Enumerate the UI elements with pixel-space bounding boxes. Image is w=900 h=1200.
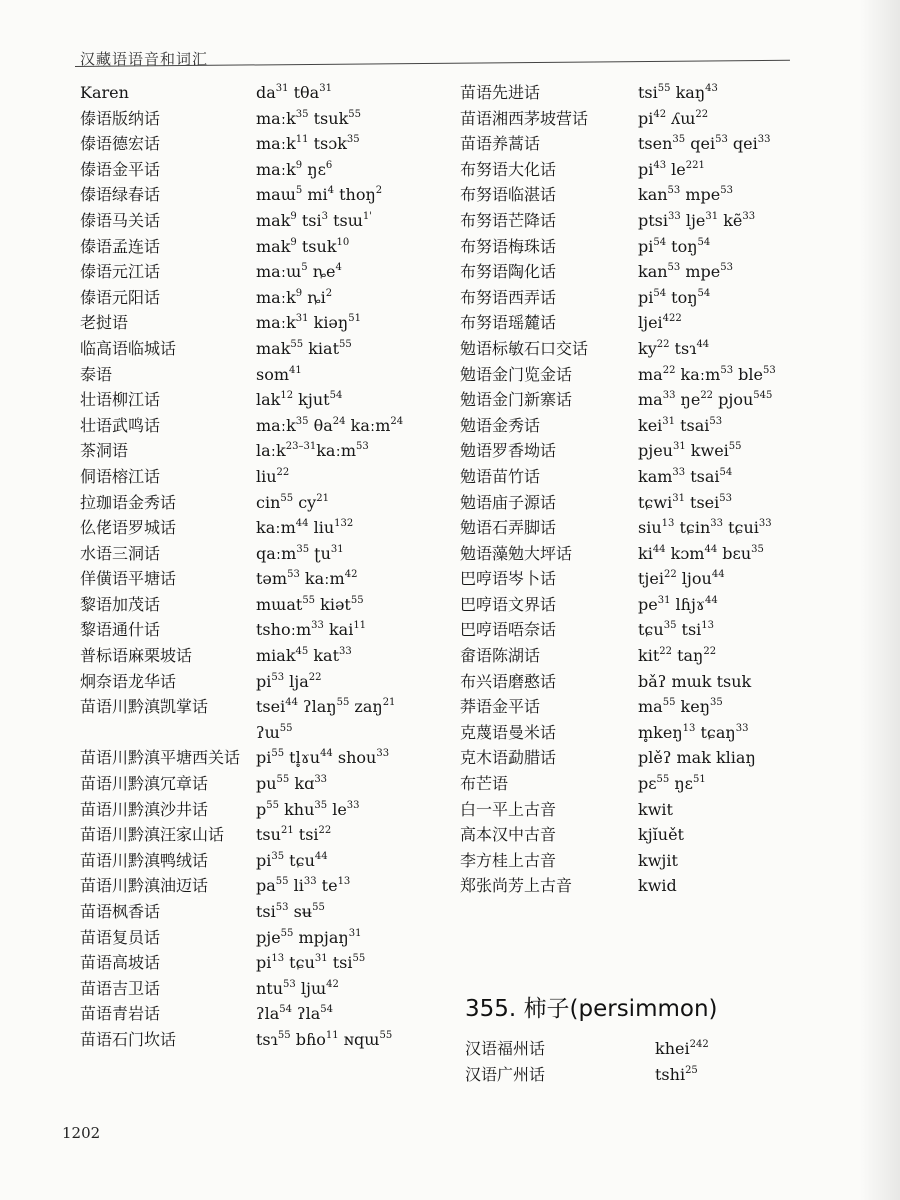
language-name: 勉语金门览金话 <box>460 364 573 384</box>
language-name: 黎语通什话 <box>80 620 161 640</box>
word-form: mak$^9$ tsuk$^{10}$ <box>256 236 350 256</box>
entry-row <box>460 438 840 464</box>
entry-row <box>80 771 450 797</box>
word-form: liu$^{22}$ <box>256 466 290 486</box>
entry-row <box>460 541 840 567</box>
language-name: 巴哼语文界话 <box>460 594 557 614</box>
entry-row <box>80 566 450 592</box>
word-form: maɯ$^5$ $mi^4$ thoŋ$^2$ <box>256 185 383 205</box>
word-form: $pi^{35}$ tɕu$^{44}$ <box>256 850 328 870</box>
language-name: 仫佬语罗城话 <box>80 518 177 538</box>
page-gutter-shadow <box>860 0 900 1200</box>
entry-row <box>80 515 450 541</box>
entry-row <box>80 617 450 643</box>
entry-row <box>465 1062 845 1088</box>
word-form: $pi^{13}$ tɕu$^{31}$ tsi$^{55}$ <box>256 953 366 973</box>
word-form: mɯat$^{55}$ kiət$^{55}$ <box>256 594 364 614</box>
language-name: 勉语苗竹话 <box>460 466 541 486</box>
language-name: 勉语庙子源话 <box>460 492 557 512</box>
entry-row <box>80 182 450 208</box>
word-form: maːɯ$^5$ $ȵe^4$ <box>256 262 342 282</box>
section-title: 355. 柿子(persimmon) <box>465 996 718 1022</box>
entry-row <box>80 950 450 976</box>
language-name: 傣语绿春话 <box>80 185 161 205</box>
word-form: tsɿ$^{55}$ bɦo$^{11}$ ɴqɯ$^{55}$ <box>256 1029 393 1049</box>
entry-row <box>460 745 840 771</box>
language-name: 傣语德宏话 <box>80 134 161 154</box>
entry-row <box>460 566 840 592</box>
language-name: 侗语榕江话 <box>80 466 161 486</box>
entry-row <box>80 592 450 618</box>
language-name: 克蔑语曼米话 <box>460 722 557 742</box>
word-form: $pe^{31}$ lɦjɤ$^{44}$ <box>638 594 718 614</box>
language-name: 苗语枫香话 <box>80 902 161 921</box>
entry-row <box>80 438 450 464</box>
language-name: 苗语川黔滇平塘西关话 <box>80 748 241 768</box>
language-name: 傣语元江话 <box>80 262 161 282</box>
language-name: 老挝语 <box>80 313 129 333</box>
entry-row <box>80 669 450 695</box>
language-name: 壮语柳江话 <box>80 390 161 410</box>
entry-row <box>460 694 840 720</box>
language-name: 炯奈语龙华话 <box>80 671 177 691</box>
language-name: 苗语养蒿话 <box>460 134 541 154</box>
language-name: 勉语金门新寨话 <box>460 390 573 410</box>
word-form: maːk$^{35}$ tsuk$^{55}$ <box>256 108 361 128</box>
entry-row <box>80 387 450 413</box>
word-form: maːk$^{35}$ $\theta a^{24}$ kaːm$^{24}$ <box>256 415 404 435</box>
entry-row <box>80 848 450 874</box>
word-form: miak$^{45}$ kat$^{33}$ <box>256 646 352 666</box>
word-form: mak$^{55}$ kiat$^{55}$ <box>256 338 352 358</box>
word-form: $ma^{55}$ keŋ$^{35}$ <box>638 697 723 717</box>
language-name: 汉语福州话 <box>465 1039 546 1058</box>
entry-row <box>460 362 840 388</box>
word-form: maːk$^9$ $ȵi^2$ <box>256 287 333 307</box>
word-form: kaːm$^{44}$ liu$^{132}$ <box>256 518 354 538</box>
language-name: 勉语石弄脚话 <box>460 518 557 538</box>
entry-row <box>80 745 450 771</box>
language-name: 拉珈语金秀话 <box>80 492 177 512</box>
entry-row <box>460 157 840 183</box>
word-form: ntu$^{53}$ ljɯ$^{42}$ <box>256 978 339 998</box>
word-form: kwjit <box>638 850 678 870</box>
word-form: tsi$^{53}$ sʉ$^{55}$ <box>256 902 325 921</box>
word-form: kwid <box>638 876 677 896</box>
language-name: 高本汉中古音 <box>460 825 557 845</box>
word-form: maːk$^9$ ŋɛ$^6$ <box>256 159 333 179</box>
word-form: lak$^{12}$ kjut$^{54}$ <box>256 390 343 410</box>
language-name: 畲语陈湖话 <box>460 646 541 666</box>
section-entries <box>465 1036 845 1087</box>
entry-row <box>460 771 840 797</box>
entry-row <box>80 285 450 311</box>
entry-row <box>80 490 450 516</box>
entry-row <box>80 259 450 285</box>
entry-row <box>460 106 840 132</box>
entry-row <box>80 310 450 336</box>
language-name: 苗语川黔滇沙井话 <box>80 799 209 819</box>
language-name: 苗语石门坎话 <box>80 1029 177 1049</box>
language-name: 布努语陶化话 <box>460 262 557 282</box>
language-name: 壮语武鸣话 <box>80 415 161 435</box>
word-form: cin$^{55}$ $cy^{21}$ <box>256 492 329 512</box>
word-form: ptsi$^{33}$ lje$^{31}$ kẽ$^{33}$ <box>638 210 756 230</box>
word-form: pjeu$^{31}$ kwei$^{55}$ <box>638 441 742 461</box>
language-name: 傣语孟连话 <box>80 236 161 256</box>
entry-row <box>80 925 450 951</box>
language-name: 勉语罗香坳话 <box>460 441 557 461</box>
word-form: kwit <box>638 799 673 819</box>
entry-row <box>80 1027 450 1053</box>
word-form: tshoːm$^{33}$ kai$^{11}$ <box>256 620 367 640</box>
entry-row <box>80 822 450 848</box>
entry-row <box>460 80 840 106</box>
language-name: 布努语芒降话 <box>460 210 557 230</box>
language-name: 巴哼语岑卜话 <box>460 569 557 589</box>
entry-row <box>80 234 450 260</box>
word-form: $pi^{42}$ ʎɯ$^{22}$ <box>638 108 709 128</box>
entry-row <box>460 669 840 695</box>
entry-row <box>80 797 450 823</box>
entry-row <box>460 387 840 413</box>
word-form: $p^{55}$ khu$^{35}$ $le^{33}$ <box>256 799 360 819</box>
entry-row <box>80 362 450 388</box>
word-form: $pu^{55}$ kɑ$^{33}$ <box>256 774 328 794</box>
word-form: $ky^{22}$ tsɿ$^{44}$ <box>638 338 710 358</box>
left-column <box>80 80 450 1053</box>
word-form: $ki^{44}$ kɔm$^{44}$ bɛu$^{35}$ <box>638 543 764 563</box>
language-name: 莽语金平话 <box>460 697 541 717</box>
entry-row <box>460 464 840 490</box>
language-name: 布努语梅珠话 <box>460 236 557 256</box>
word-form: pje$^{55}$ mpjaŋ$^{31}$ <box>256 927 362 947</box>
language-name: 布芒语 <box>460 774 509 794</box>
word-form: tsu$^{21}$ tsi$^{22}$ <box>256 825 332 845</box>
entry-row <box>460 234 840 260</box>
language-name: 泰语 <box>80 364 113 384</box>
language-name: 黎语加茂话 <box>80 594 161 614</box>
entry-row <box>460 490 840 516</box>
language-name: 苗语复员话 <box>80 927 161 947</box>
language-name: 克木语勐腊话 <box>460 748 557 768</box>
word-form: tsei$^{44}$ ʔlaŋ$^{55}$ zaŋ$^{21}$ <box>256 697 396 717</box>
page-number: 1202 <box>62 1124 101 1142</box>
word-form: $pi^{53}$ lja$^{22}$ <box>256 671 322 691</box>
language-name: 傣语金平话 <box>80 159 161 179</box>
entry-row <box>460 720 840 746</box>
language-name: 临高语临城话 <box>80 338 177 358</box>
language-name: 苗语川黔滇汪家山话 <box>80 825 225 845</box>
entry-row <box>80 336 450 362</box>
entry-row <box>460 208 840 234</box>
word-form: $pi^{43}$ $le^{221}$ <box>638 159 705 179</box>
word-form: təm$^{53}$ kaːm$^{42}$ <box>256 569 358 589</box>
entry-row <box>80 643 450 669</box>
language-name: 布兴语磨憨话 <box>460 671 557 691</box>
word-form: $pi^{55}$ tl̥ɤu$^{44}$ shou$^{33}$ <box>256 748 390 768</box>
entry-row <box>460 848 840 874</box>
entry-row <box>80 976 450 1002</box>
entry-row <box>460 285 840 311</box>
language-name: 布努语大化话 <box>460 159 557 179</box>
language-name: 苗语青岩话 <box>80 1004 161 1024</box>
language-name: 苗语湘西茅坡营话 <box>460 108 589 128</box>
language-name: 佯僙语平塘话 <box>80 569 177 589</box>
word-form: tɕu$^{35}$ tsi$^{13}$ <box>638 620 715 640</box>
word-form: m̥keŋ$^{13}$ tɕaŋ$^{33}$ <box>638 722 749 742</box>
word-form: pɛ$^{55}$ ŋɛ$^{51}$ <box>638 774 706 794</box>
word-form: $pa^{55}$ $li^{33}$ $te^{13}$ <box>256 876 351 896</box>
language-name: Karen <box>80 83 129 102</box>
entry-row <box>80 106 450 132</box>
word-form: ʔɯ$^{55}$ <box>256 722 293 742</box>
language-name: 郑张尚芳上古音 <box>460 876 573 896</box>
word-form: plěʔ mak kliaŋ <box>638 748 756 768</box>
language-name: 苗语川黔滇油迈话 <box>80 876 209 896</box>
language-name: 苗语高坡话 <box>80 953 161 973</box>
word-form: kan$^{53}$ mpe$^{53}$ <box>638 185 733 205</box>
language-name: 普标语麻栗坡话 <box>80 646 193 666</box>
entry-row <box>460 822 840 848</box>
language-name: 布努语临湛话 <box>460 185 557 205</box>
word-form: qaːm$^{35}$ ʈu$^{31}$ <box>256 543 344 563</box>
word-form: kan$^{53}$ mpe$^{53}$ <box>638 262 733 282</box>
word-form: $pi^{54}$ toŋ$^{54}$ <box>638 236 711 256</box>
running-head: 汉藏语语音和词汇 <box>80 50 209 68</box>
word-form: tshi$^{25}$ <box>655 1064 698 1084</box>
entry-row <box>460 413 840 439</box>
entry-row <box>460 797 840 823</box>
word-form: ljei$^{422}$ <box>638 313 682 333</box>
entry-row <box>460 617 840 643</box>
entry-row <box>80 899 450 925</box>
right-column <box>460 80 840 899</box>
word-form: bǎʔ mɯk tsuk <box>638 671 752 691</box>
word-form: maːk$^{31}$ kiəŋ$^{51}$ <box>256 313 361 333</box>
language-name: 茶洞语 <box>80 441 129 461</box>
word-form: som$^{41}$ <box>256 364 302 384</box>
word-form: kit$^{22}$ taŋ$^{22}$ <box>638 646 717 666</box>
entry-row <box>465 1036 845 1062</box>
word-form: kjĭuět <box>638 825 684 845</box>
word-form: $ma^{33}$ $ŋe^{22}$ pjou$^{545}$ <box>638 390 773 410</box>
word-form: ʔla$^{54}$ ʔla$^{54}$ <box>256 1004 334 1024</box>
word-form: siu$^{13}$ tɕin$^{33}$ tɕui$^{33}$ <box>638 518 772 538</box>
language-name: 巴哼语唔奈话 <box>460 620 557 640</box>
entry-row <box>460 259 840 285</box>
entry-row <box>460 643 840 669</box>
language-name: 傣语元阳话 <box>80 287 161 307</box>
entry-row <box>80 1001 450 1027</box>
language-name: 傣语版纳话 <box>80 108 161 128</box>
word-form: kam$^{33}$ tsai$^{54}$ <box>638 466 733 486</box>
entry-row <box>80 157 450 183</box>
word-form: tɕwi$^{31}$ tsei$^{53}$ <box>638 492 732 512</box>
entry-row <box>460 592 840 618</box>
entry-row <box>80 873 450 899</box>
entry-row <box>80 413 450 439</box>
language-name: 李方桂上古音 <box>460 850 557 870</box>
word-form: $pi^{54}$ toŋ$^{54}$ <box>638 287 711 307</box>
word-form: laːk$^{23-31}$kaːm$^{53}$ <box>256 441 369 461</box>
language-name: 水语三洞话 <box>80 543 161 563</box>
entry-row <box>460 336 840 362</box>
entry-row <box>80 80 450 106</box>
entry-row <box>80 694 450 720</box>
language-name: 苗语川黔滇冗章话 <box>80 774 209 794</box>
word-form: maːk$^{11}$ tsɔk$^{35}$ <box>256 134 360 154</box>
language-name: 勉语标敏石口交话 <box>460 338 589 358</box>
language-name: 白一平上古音 <box>460 799 557 819</box>
entry-row <box>460 131 840 157</box>
language-name: 布努语瑶麓话 <box>460 313 557 333</box>
language-name: 傣语马关话 <box>80 210 161 230</box>
entry-row <box>80 208 450 234</box>
entry-row <box>80 464 450 490</box>
language-name: 苗语川黔滇凯掌话 <box>80 697 209 717</box>
entry-row <box>80 720 450 746</box>
entry-row <box>460 515 840 541</box>
word-form: mak$^9$ tsi$^3$ tsɯ$^{1'}$ <box>256 210 373 230</box>
language-name: 汉语广州话 <box>465 1064 546 1084</box>
word-form: tsen$^{35}$ qei$^{53}$ qei$^{33}$ <box>638 134 771 154</box>
entry-row <box>80 541 450 567</box>
language-name: 苗语先进话 <box>460 83 541 102</box>
word-form: $da^{31}$ tθa$^{31}$ <box>256 83 332 102</box>
entry-row <box>80 131 450 157</box>
entry-row <box>460 873 840 899</box>
language-name: 勉语藻勉大坪话 <box>460 543 573 563</box>
entry-row <box>460 310 840 336</box>
word-form: khei$^{242}$ <box>655 1039 709 1058</box>
word-form: kei$^{31}$ tsai$^{53}$ <box>638 415 723 435</box>
entry-row <box>460 182 840 208</box>
language-name: 苗语吉卫话 <box>80 978 161 998</box>
language-name: 勉语金秀话 <box>460 415 541 435</box>
word-form: $ma^{22}$ kaːm$^{53}$ ble$^{53}$ <box>638 364 776 384</box>
language-name: 布努语西弄话 <box>460 287 557 307</box>
word-form: tsi$^{55}$ kaŋ$^{43}$ <box>638 83 718 102</box>
language-name: 苗语川黔滇鸭绒话 <box>80 850 209 870</box>
word-form: tjei$^{22}$ ljou$^{44}$ <box>638 569 725 589</box>
